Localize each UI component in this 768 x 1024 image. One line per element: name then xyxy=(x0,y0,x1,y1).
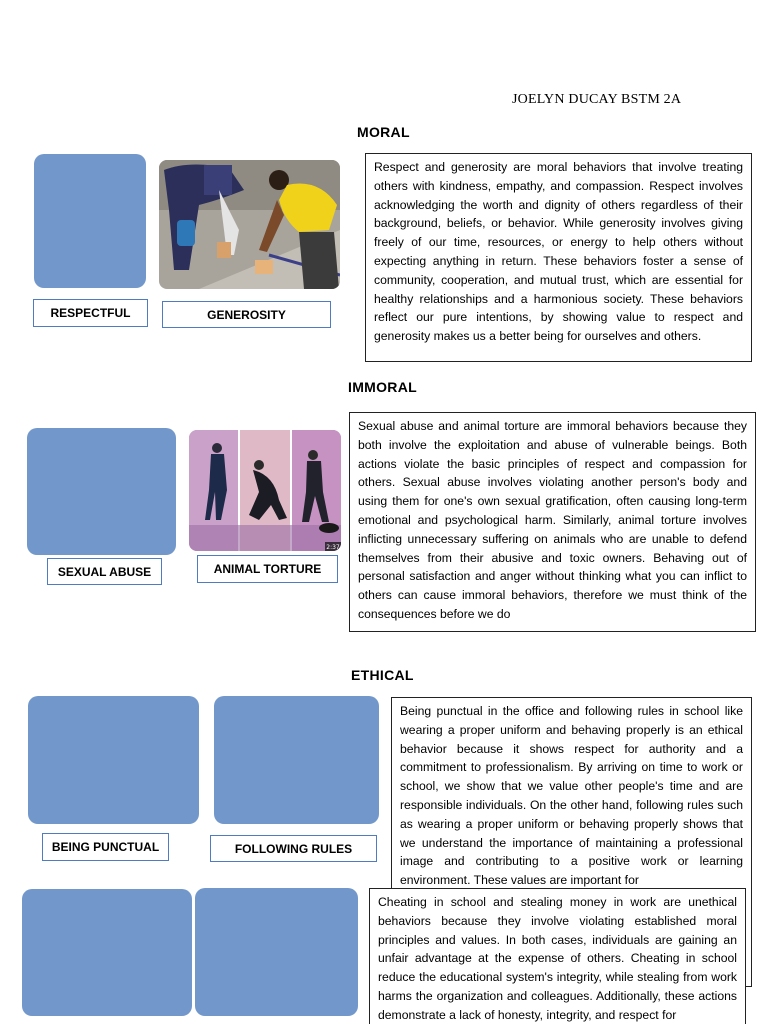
immoral-heading: IMMORAL xyxy=(348,379,417,395)
unethical-paragraph: Cheating in school and stealing money in work are unethical behaviors because they involve violating established moral principles and values. In both cases, individuals are gaining an unfair advantage at the expense of others. Cheating in school reduce the educational system's integrity, while stealing from work harms the organization and colleagues. Additionally, these actions demonstrate a lack of honesty, integrity, and respect for xyxy=(369,888,746,1024)
ethical-heading: ETHICAL xyxy=(351,667,414,683)
author-name: JOELYN DUCAY BSTM 2A xyxy=(512,92,682,107)
immoral-paragraph: Sexual abuse and animal torture are immoral behaviors because they both involve the exploitation and abuse of vulnerable beings. Both actions violate the basic principles of respect and compassion for others. Sexual abuse involves violating another person's body and using them for one's own sexual gratification, often causing long-term emotional and psychological harm. Similarly, animal torture involves inflicting unnecessary suffering on animals who are unable to defend themselves from their abusive and toxic owners. Behaving out of personal satisfaction and anger without thinking what you can inflict to others can cause immoral behaviors, therefore we must think of the consequences before we do xyxy=(349,412,756,632)
stealing-image-placeholder xyxy=(195,888,358,1016)
being-punctual-image-placeholder xyxy=(28,696,199,824)
generosity-label: GENEROSITY xyxy=(162,301,331,328)
moral-paragraph: Respect and generosity are moral behaviors that involve treating others with kindness, empathy, and compassion. Respect involves acknowledging the worth and dignity of others regardless of their background, beliefs, or behavior. While generosity involves giving freely of our time, resources, or energy to help others without expecting anything in return. These behaviors foster a sense of community, cooperation, and mutual trust, which are essential for healthy relationships and a harmonious society. These behaviors reflect our pure intentions, by showing value to respect and generosity makes us a better being for ourselves and others. xyxy=(365,153,752,362)
cheating-image-placeholder xyxy=(22,889,192,1016)
sexual-abuse-image-placeholder xyxy=(27,428,176,555)
moral-heading: MORAL xyxy=(357,124,410,140)
ethical-paragraph: Being punctual in the office and following rules in school like wearing a proper uniform and behaving properly is an ethical behavior because it shows respect for authority and a commitment to professionalism. By arriving on time to work or school, we show that we value other people's time and are responsible individuals. On the other hand, following rules such as wearing a proper uniform or behaving properly shows that we understand the importance of maintaining a professional image and contributing to a positive work or learning environment. These values are important for xyxy=(391,697,752,987)
respectful-label: RESPECTFUL xyxy=(33,299,148,327)
video-timestamp: 2:37 xyxy=(326,544,340,551)
animal-torture-video-still xyxy=(189,430,341,551)
respectful-image-placeholder xyxy=(34,154,146,288)
sexual-abuse-label: SEXUAL ABUSE xyxy=(47,558,162,585)
generosity-photo xyxy=(159,160,340,289)
being-punctual-label: BEING PUNCTUAL xyxy=(42,833,169,861)
following-rules-label: FOLLOWING RULES xyxy=(210,835,377,862)
following-rules-image-placeholder xyxy=(214,696,379,824)
animal-torture-label: ANIMAL TORTURE xyxy=(197,555,338,583)
